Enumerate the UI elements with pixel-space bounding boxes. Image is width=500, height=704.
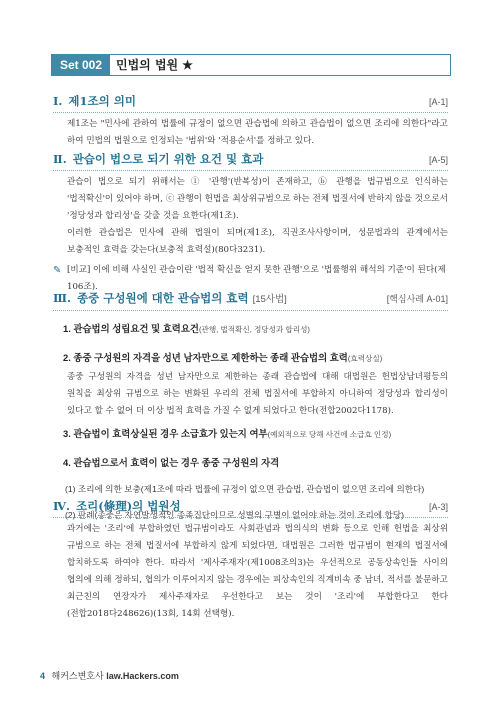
item-1 — [63, 321, 448, 338]
item-4-title: 4. 관습법으로서 효력이 없는 경우 종중 구성원의 자격 — [63, 457, 280, 468]
item-3-note: (예외적으로 당해 사건에 소급효 인정) — [267, 430, 392, 439]
section-4-divider — [53, 517, 448, 518]
section-2-number: Ⅱ. — [53, 152, 67, 166]
item-4-sub-2: (2) 판례(종중은 자연발생적인 종족집단이므로 성별의 구별이 없어야 하는 것이 조리에 합당) — [65, 510, 404, 520]
set-badge: Set 002 — [52, 55, 110, 75]
section-2-paragraph-1: 관습이 법으로 되기 위해서는 ① '관행'(반복성)이 존재하고, ⓑ 관행을 법규범으로 인식하는 '법적확신'이 있어야 하며, ⓒ 관행이 헌법을 최상위규범으로 하는 전체 법질서에 반하지 않을 것으로서 '정당성과 합리성'을 갖출 것을 요한다(제1조). — [67, 177, 448, 221]
item-1-note: (관행, 법적확신, 정당성과 합리성) — [198, 325, 310, 334]
section-3-ref: [핵심사례 A-01] — [386, 294, 448, 304]
section-3-heading — [53, 290, 448, 308]
item-1-title: 1. 관습법의 성립요건 및 효력요건 — [63, 323, 199, 334]
section-2-heading — [53, 151, 448, 168]
section-1-title: 제1조의 의미 — [68, 94, 136, 108]
section-4-ref: [A-3] — [428, 502, 448, 512]
page-number: 4 — [40, 671, 46, 681]
set-header-bar — [51, 54, 451, 76]
section-2-title: 관습이 법으로 되기 위한 요건 및 효과 — [72, 152, 264, 166]
pencil-icon: ✎ — [53, 265, 62, 276]
section-2-divider — [53, 170, 448, 171]
set-title-text: 민법의 법원 — [116, 58, 179, 72]
section-1-ref: [A-1] — [428, 97, 448, 107]
section-2-paragraph-2: 이러한 관습법은 민사에 관해 법원이 되며(제1조), 직권조사사항이며, 성문법과의 관계에서는 보충적인 효력을 갖는다(보충적 효력설)(80다3231). — [67, 228, 448, 255]
section-1-heading — [53, 93, 448, 110]
section-1-body: 제1조는 "민사에 관하여 법률에 규정이 없으면 관습법에 의하고 관습법이 없으면 조리에 의한다"라고 하여 민법의 법원으로 인정되는 '범위'와 '적용순서'를 정하고 있다. — [67, 119, 448, 146]
section-4-heading — [53, 498, 448, 515]
page-footer — [40, 669, 179, 682]
section-3-divider — [53, 310, 448, 311]
section-3-number: Ⅲ. — [53, 291, 72, 305]
compare-note-text: [비교] 이에 비해 사실인 관습이란 '법적 확신을 얻지 못한 관행'으로 '법률행위 해석의 기준'이 된다(제106조). — [67, 265, 446, 292]
footer-brand: 해커스변호사 — [51, 671, 104, 681]
item-2-body: 종중 구성원의 자격을 성년 남자만으로 제한하는 종래 관습법에 대해 대법원은 헌법상남녀평등의 원칙을 최상위 규범으로 하는 변화된 우리의 전체 법질서에 부합하지 아니하여 정당성과 합리성이 있다고 할 수 없어 더 이상 법적 효력을 가질 수 없게 되었다고 한다(전합2002다1178). — [67, 372, 448, 416]
item-4-sub-1: (1) 조리에 의한 보충(제1조에 따라 법률에 규정이 없으면 관습법, 관습법이 없으면 조리에 의한다) — [65, 484, 425, 494]
star-icon: ★ — [182, 58, 193, 72]
section-3 — [53, 290, 448, 523]
section-4-body: 과거에는 '조리'에 부합하였던 법규범이라도 사회관념과 법의식의 변화 등으로 인해 헌법을 최상위 규범으로 하는 전체 법질서에 부합하지 않게 되었다면, 대법원은 그러한 법규범이 현재의 법질서에 합치하도록 하여야 한다. 따라서 '제사주재자'(제1008조의3)는 우선적으로 공동상속인들 사이의 협의에 의해 정하되, 협의가 이루어지지 않는 경우에는 피상속인의 직계비속 중 남녀, 적서를 불문하고 최근친의 연장자가 제사주재자로 우선한다고 보는 것이 '조리'에 부합한다고 한다(전합2018다248626)(13회, 14회 선택형). — [67, 524, 448, 619]
item-3 — [63, 426, 448, 443]
section-4-title: 조리(條理)의 법원성 — [76, 499, 181, 513]
section-1-divider — [53, 112, 448, 113]
item-2-title: 2. 종중 구성원의 자격을 성년 남자만으로 제한하는 종래 관습법의 효력 — [63, 352, 348, 363]
item-3-title: 3. 관습법이 효력상실된 경우 소급효가 있는지 여부 — [63, 428, 268, 439]
section-1-number: Ⅰ. — [53, 94, 63, 108]
set-title — [116, 55, 193, 75]
section-2-ref: [A-5] — [428, 155, 448, 165]
item-2 — [63, 350, 448, 367]
footer-site: law.Hackers.com — [106, 671, 179, 681]
section-2 — [53, 151, 448, 296]
section-1 — [53, 93, 448, 150]
item-4 — [63, 455, 448, 471]
section-3-title: 종중 구성원에 대한 관습법의 효력 — [77, 291, 249, 305]
section-3-exam-tag: [15사법] — [252, 294, 287, 305]
section-4 — [53, 498, 448, 623]
item-2-note: (효력상실) — [347, 354, 383, 363]
section-4-number: Ⅳ. — [53, 499, 71, 513]
